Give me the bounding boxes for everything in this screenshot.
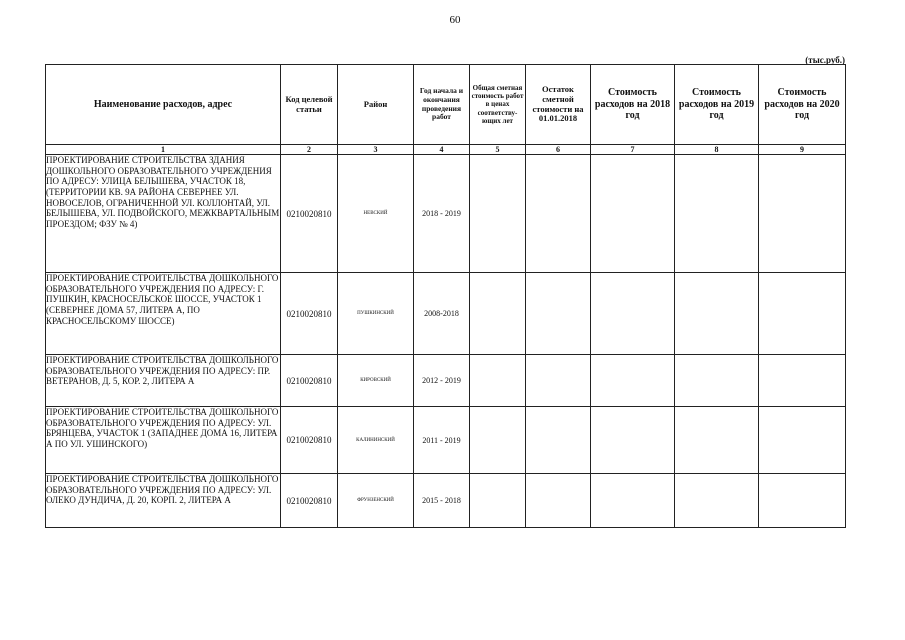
header-name: Наименование расходов, адрес — [46, 65, 281, 145]
row-total-cost — [470, 407, 526, 474]
header-cost-2020: Стоимость расходов на 2020 год — [759, 65, 846, 145]
column-number: 6 — [526, 145, 591, 155]
column-number: 4 — [414, 145, 470, 155]
row-total-cost — [470, 474, 526, 528]
column-number: 2 — [281, 145, 338, 155]
row-district: КИРОВСКИЙ — [338, 355, 414, 407]
table-row — [46, 407, 846, 474]
row-cost-2019 — [675, 474, 759, 528]
table-row — [46, 155, 846, 273]
column-number: 8 — [675, 145, 759, 155]
header-remaining-cost: Остаток сметной стоимости на 01.01.2018 — [526, 65, 591, 145]
row-name: ПРОЕКТИРОВАНИЕ СТРОИТЕЛЬСТВА ЗДАНИЯ ДОШКОЛЬНОГО ОБРАЗОВАТЕЛЬНОГО УЧРЕЖДЕНИЯ ПО АДРЕСУ: УЛИЦА БЕЛЫШЕВА, УЧАСТОК 18, (ТЕРРИТОРИИ КВ. 9А РАЙОНА СЕВЕРНЕЕ УЛ. НОВОСЕЛОВ, ОГРАНИЧЕННОЙ УЛ. КОЛЛОНТАЙ, УЛ. БЕЛЫШЕВА, УЛ. ПОДВОЙСКОГО, МЕЖКВАРТАЛЬНЫМ ПРОЕЗДОМ; ФЗУ № 4) — [46, 155, 281, 273]
row-cost-2018 — [591, 355, 675, 407]
row-years: 2018 - 2019 — [414, 155, 470, 273]
header-row — [46, 65, 846, 145]
column-number: 9 — [759, 145, 846, 155]
row-total-cost — [470, 355, 526, 407]
row-cost-2020 — [759, 355, 846, 407]
row-remaining-cost — [526, 273, 591, 355]
row-district: ПУШКИНСКИЙ — [338, 273, 414, 355]
row-years: 2012 - 2019 — [414, 355, 470, 407]
table-row — [46, 474, 846, 528]
row-code: 0210020810 — [281, 474, 338, 528]
column-number: 5 — [470, 145, 526, 155]
header-years: Год начала и окончания проведения работ — [414, 65, 470, 145]
row-code: 0210020810 — [281, 355, 338, 407]
row-cost-2019 — [675, 273, 759, 355]
row-district: КАЛИНИНСКИЙ — [338, 407, 414, 474]
row-total-cost — [470, 273, 526, 355]
table-row — [46, 273, 846, 355]
row-name: ПРОЕКТИРОВАНИЕ СТРОИТЕЛЬСТВА ДОШКОЛЬНОГО ОБРАЗОВАТЕЛЬНОГО УЧРЕЖДЕНИЯ ПО АДРЕСУ: Г. ПУШКИН, КРАСНОСЕЛЬСКОЕ ШОССЕ, УЧАСТОК 1 (СЕВЕРНЕЕ ДОМА 57, ЛИТЕРА А, ПО КРАСНОСЕЛЬСКОМУ ШОССЕ) — [46, 273, 281, 355]
column-number: 3 — [338, 145, 414, 155]
row-code: 0210020810 — [281, 155, 338, 273]
row-years: 2015 - 2018 — [414, 474, 470, 528]
row-total-cost — [470, 155, 526, 273]
row-cost-2019 — [675, 407, 759, 474]
row-code: 0210020810 — [281, 273, 338, 355]
row-district: ФРУНЗЕНСКИЙ — [338, 474, 414, 528]
row-cost-2018 — [591, 273, 675, 355]
row-remaining-cost — [526, 155, 591, 273]
header-district: Район — [338, 65, 414, 145]
header-cost-2018: Стоимость расходов на 2018 год — [591, 65, 675, 145]
column-number: 7 — [591, 145, 675, 155]
row-cost-2018 — [591, 407, 675, 474]
row-name: ПРОЕКТИРОВАНИЕ СТРОИТЕЛЬСТВА ДОШКОЛЬНОГО ОБРАЗОВАТЕЛЬНОГО УЧРЕЖДЕНИЯ ПО АДРЕСУ: ПР. ВЕТЕРАНОВ, Д. 5, КОР. 2, ЛИТЕРА А — [46, 355, 281, 407]
row-years: 2011 - 2019 — [414, 407, 470, 474]
unit-note: (тыс.руб.) — [805, 55, 845, 65]
column-number: 1 — [46, 145, 281, 155]
page-number: 60 — [449, 14, 461, 26]
expenses-table — [45, 64, 846, 528]
row-name: ПРОЕКТИРОВАНИЕ СТРОИТЕЛЬСТВА ДОШКОЛЬНОГО ОБРАЗОВАТЕЛЬНОГО УЧРЕЖДЕНИЯ ПО АДРЕСУ: УЛ. БРЯНЦЕВА, УЧАСТОК 1 (ЗАПАДНЕЕ ДОМА 16, ЛИТЕРА А ПО УЛ. УШИНСКОГО) — [46, 407, 281, 474]
row-cost-2020 — [759, 155, 846, 273]
row-cost-2019 — [675, 155, 759, 273]
row-cost-2020 — [759, 474, 846, 528]
row-remaining-cost — [526, 355, 591, 407]
row-remaining-cost — [526, 474, 591, 528]
row-years: 2008-2018 — [414, 273, 470, 355]
header-code: Код целевой статьи — [281, 65, 338, 145]
header-cost-2019: Стоимость расходов на 2019 год — [675, 65, 759, 145]
row-cost-2018 — [591, 474, 675, 528]
row-remaining-cost — [526, 407, 591, 474]
column-number-row — [46, 145, 846, 155]
row-code: 0210020810 — [281, 407, 338, 474]
row-district: НЕВСКИЙ — [338, 155, 414, 273]
row-cost-2018 — [591, 155, 675, 273]
row-cost-2019 — [675, 355, 759, 407]
row-cost-2020 — [759, 273, 846, 355]
table-row — [46, 355, 846, 407]
row-name: ПРОЕКТИРОВАНИЕ СТРОИТЕЛЬСТВА ДОШКОЛЬНОГО ОБРАЗОВАТЕЛЬНОГО УЧРЕЖДЕНИЯ ПО АДРЕСУ: УЛ. ОЛЕКО ДУНДИЧА, Д. 20, КОРП. 2, ЛИТЕРА А — [46, 474, 281, 528]
header-total-cost: Общая сметная стоимость работ в ценах соответству-ющих лет — [470, 65, 526, 145]
row-cost-2020 — [759, 407, 846, 474]
